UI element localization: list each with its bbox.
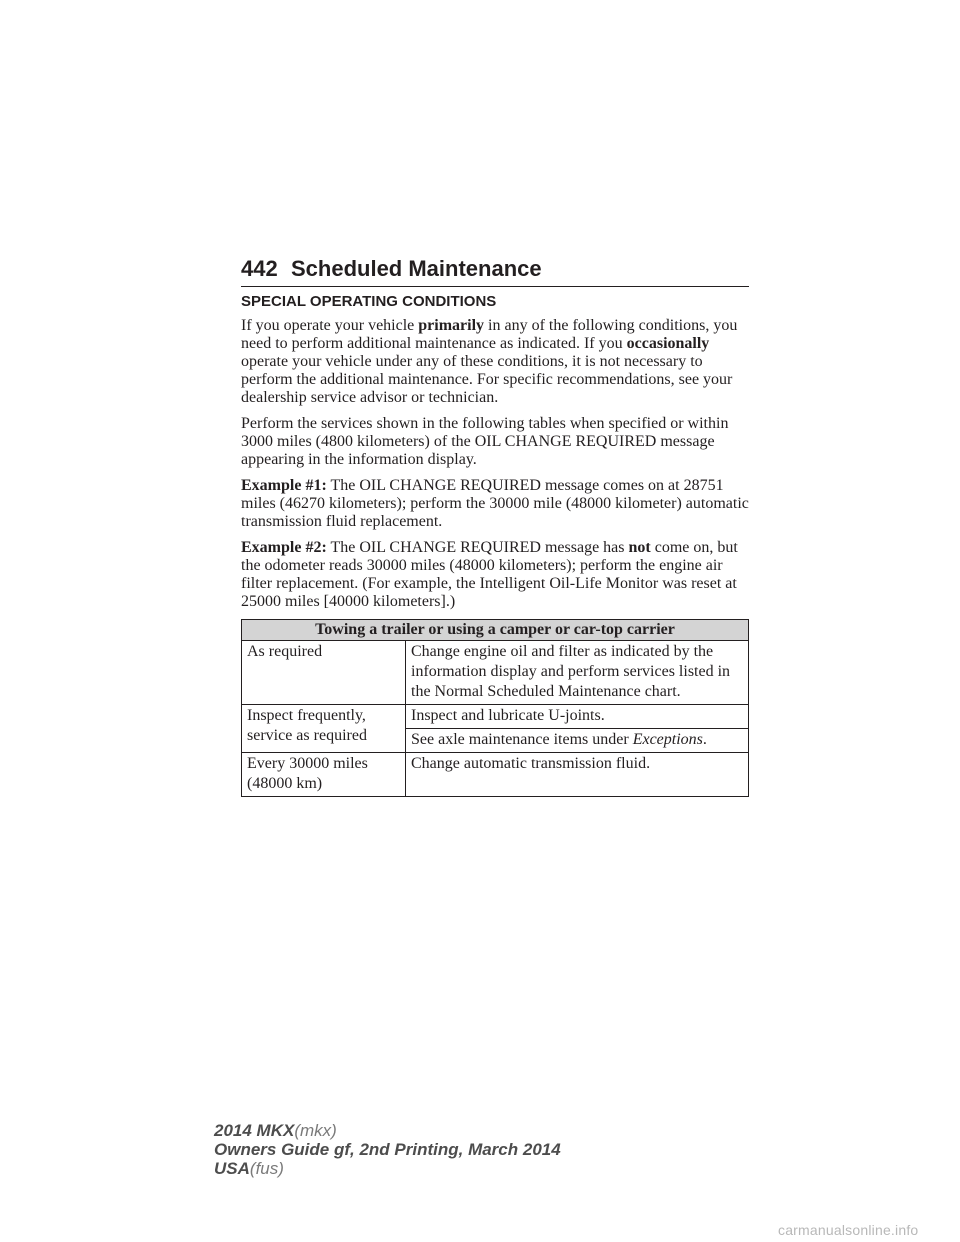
intro-emphasis-primarily: primarily	[418, 317, 485, 334]
watermark: carmanualsonline.info	[778, 1222, 919, 1238]
table-row	[242, 753, 749, 797]
page-number: 442	[241, 256, 278, 281]
axle-text: See axle maintenance items under	[411, 731, 633, 748]
example-1-text: The OIL CHANGE REQUIRED message comes on at 28751 miles (46270 kilometers); perform the 30000 mile (48000 kilometer) automatic transmission fluid replacement.	[241, 477, 749, 530]
footer-market-code: (fus)	[249, 1159, 284, 1178]
services-paragraph: Perform the services shown in the following tables when specified or within 3000 miles (4800 kilometers) of the OIL CHANGE REQUIRED message appearing in the information display.	[241, 415, 729, 468]
table-cell-action: Inspect and lubricate U-joints.	[406, 705, 749, 729]
example-2-text-a: The OIL CHANGE REQUIRED message has	[326, 539, 629, 556]
table-row	[242, 705, 749, 729]
example-1	[241, 477, 753, 531]
table-cell-when: As required	[242, 641, 406, 705]
page-content	[241, 293, 753, 797]
footer-line-3	[214, 1159, 561, 1178]
towing-maintenance-table	[241, 619, 749, 797]
example-2-text-b: come on, but the odometer reads 30000 miles (48000 kilometers); perform the engine air filter replacement. (For example, the Intelligent Oil-Life Monitor was reset at 25000 miles [40000 kilometers].)	[241, 539, 738, 610]
example-2-emphasis-not: not	[628, 539, 651, 556]
intro-text-e: operate your vehicle under any of these conditions, it is not necessary to perform the additional maintenance. For specific recommendations, see your dealership service advisor or technician.	[241, 353, 733, 406]
footer-line-2: Owners Guide gf, 2nd Printing, March 2014	[214, 1140, 561, 1159]
chapter-title: Scheduled Maintenance	[291, 256, 542, 281]
footer-model-code: (mkx)	[294, 1121, 337, 1140]
table-cell-action: Change engine oil and filter as indicated by the information display and perform services listed in the Normal Scheduled Maintenance chart.	[406, 641, 749, 705]
intro-text-c: in any of the following conditions, you need to perform additional maintenance as indicated. If you	[241, 317, 738, 352]
table-row	[242, 641, 749, 705]
table-cell-when: Every 30000 miles (48000 km)	[242, 753, 406, 797]
intro-emphasis-occasionally: occasionally	[626, 335, 710, 352]
page-header	[241, 258, 749, 287]
intro-paragraph	[241, 317, 753, 407]
table-cell-action	[406, 729, 749, 753]
exceptions-reference: Exceptions	[632, 731, 703, 748]
example-2	[241, 539, 753, 611]
footer-line-1	[214, 1121, 561, 1140]
table-heading: Towing a trailer or using a camper or car-top carrier	[242, 620, 749, 641]
page-footer	[214, 1121, 561, 1178]
footer-market: USA	[214, 1159, 250, 1178]
table-heading-row	[242, 620, 749, 641]
section-title: SPECIAL OPERATING CONDITIONS	[241, 293, 497, 310]
table-cell-when: Inspect frequently, service as required	[242, 705, 406, 753]
example-2-label: Example #2:	[241, 539, 327, 556]
footer-model: 2014 MKX	[214, 1121, 295, 1140]
example-1-label: Example #1:	[241, 477, 327, 494]
axle-text-end: .	[702, 731, 707, 748]
table-cell-action: Change automatic transmission fluid.	[406, 753, 749, 797]
intro-text-a: If you operate your vehicle	[241, 317, 419, 334]
